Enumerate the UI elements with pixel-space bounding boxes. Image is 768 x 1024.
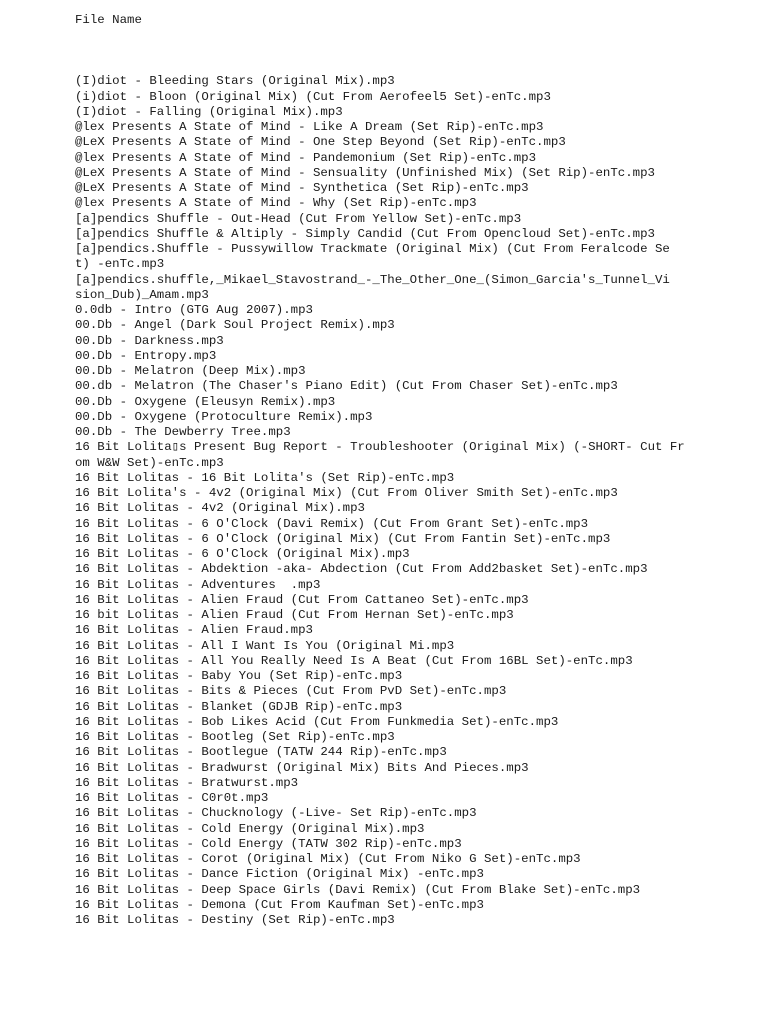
file-name-line: (I)diot - Falling (Original Mix).mp3 xyxy=(75,104,343,119)
file-name-line: t) -enTc.mp3 xyxy=(75,257,165,272)
file-name-line: 16 Bit Lolitas - 6 O'Clock (Original Mix).mp3 xyxy=(75,547,410,562)
file-name-line: 16 Bit Lolitas - Abdektion -aka- Abdection (Cut From Add2basket Set)-enTc.mp3 xyxy=(75,562,648,577)
file-name-line: 16 Bit Lolitas - 16 Bit Lolita's (Set Rip)-enTc.mp3 xyxy=(75,470,455,485)
file-name-line: 0.0db - Intro (GTG Aug 2007).mp3 xyxy=(75,303,313,318)
file-name-line: 16 Bit Lolitas - Bootlegue (TATW 244 Rip)-enTc.mp3 xyxy=(75,745,447,760)
file-name-line: 16 Bit Lolitas - Adventures .mp3 xyxy=(75,577,321,592)
file-name-line: 16 Bit Lolitas - Cold Energy (TATW 302 Rip)-enTc.mp3 xyxy=(75,836,462,851)
file-name-line: @LeX Presents A State of Mind - One Step Beyond (Set Rip)-enTc.mp3 xyxy=(75,135,566,150)
file-name-line: 16 Bit Lolitas - Bootleg (Set Rip)-enTc.mp3 xyxy=(75,730,395,745)
file-name-line: 16 Bit Lolitas - Demona (Cut From Kaufman Set)-enTc.mp3 xyxy=(75,897,484,912)
document-page xyxy=(75,13,695,928)
file-name-line: 00.db - Melatron (The Chaser's Piano Edit) (Cut From Chaser Set)-enTc.mp3 xyxy=(75,379,618,394)
file-name-line: 16 Bit Lolitas - C0r0t.mp3 xyxy=(75,791,269,806)
file-name-line: 16 Bit Lolitas - Baby You (Set Rip)-enTc.mp3 xyxy=(75,669,403,684)
file-name-line: (I)diot - Bleeding Stars (Original Mix).mp3 xyxy=(75,74,395,89)
file-name-line: @lex Presents A State of Mind - Like A Dream (Set Rip)-enTc.mp3 xyxy=(75,120,544,135)
file-name-line: 16 Bit Lolitas - Chucknology (-Live- Set Rip)-enTc.mp3 xyxy=(75,806,477,821)
file-name-line: [a]pendics.Shuffle - Pussywillow Trackmate (Original Mix) (Cut From Feralcode Se xyxy=(75,242,670,257)
file-name-line: 16 Bit Lolitas - Alien Fraud.mp3 xyxy=(75,623,313,638)
file-name-line: 16 Bit Lolitas - Corot (Original Mix) (Cut From Niko G Set)-enTc.mp3 xyxy=(75,852,581,867)
file-name-line: 16 Bit Lolitas - Bradwurst (Original Mix) Bits And Pieces.mp3 xyxy=(75,760,529,775)
file-name-line: 16 Bit Lolitas - Cold Energy (Original Mix).mp3 xyxy=(75,821,425,836)
file-name-line: om W&W Set)-enTc.mp3 xyxy=(75,455,224,470)
file-name-line: 16 Bit Lolitas - Bratwurst.mp3 xyxy=(75,775,299,790)
file-name-line: @lex Presents A State of Mind - Pandemonium (Set Rip)-enTc.mp3 xyxy=(75,150,537,165)
file-name-line: 16 bit Lolitas - Alien Fraud (Cut From Hernan Set)-enTc.mp3 xyxy=(75,608,514,623)
file-name-line: 00.Db - Oxygene (Eleusyn Remix).mp3 xyxy=(75,394,336,409)
file-name-line: 16 Bit Lolitas - Blanket (GDJB Rip)-enTc.mp3 xyxy=(75,699,403,714)
file-name-line: 00.Db - Entropy.mp3 xyxy=(75,348,217,363)
file-name-line: 00.Db - The Dewberry Tree.mp3 xyxy=(75,425,291,440)
file-name-line: 16 Bit Lolitas - Destiny (Set Rip)-enTc.mp3 xyxy=(75,913,395,928)
file-name-line: 16 Bit Lolitas - Dance Fiction (Original Mix) -enTc.mp3 xyxy=(75,867,484,882)
file-name-line: @LeX Presents A State of Mind - Sensuality (Unfinished Mix) (Set Rip)-enTc.mp3 xyxy=(75,165,655,180)
file-name-line: 16 Bit Lolitas - 6 O'Clock (Original Mix) (Cut From Fantin Set)-enTc.mp3 xyxy=(75,531,611,546)
file-name-line: [a]pendics Shuffle & Altiply - Simply Candid (Cut From Opencloud Set)-enTc.mp3 xyxy=(75,226,655,241)
file-name-line: 00.Db - Angel (Dark Soul Project Remix).mp3 xyxy=(75,318,395,333)
file-name-line: 16 Bit Lolitas - 6 O'Clock (Davi Remix) (Cut From Grant Set)-enTc.mp3 xyxy=(75,516,589,531)
file-name-line: 16 Bit Lolita's - 4v2 (Original Mix) (Cut From Oliver Smith Set)-enTc.mp3 xyxy=(75,486,618,501)
file-name-line: @lex Presents A State of Mind - Why (Set Rip)-enTc.mp3 xyxy=(75,196,477,211)
file-name-line: (i)diot - Bloon (Original Mix) (Cut From Aerofeel5 Set)-enTc.mp3 xyxy=(75,89,551,104)
file-name-line: 16 Bit Lolitas - Bits & Pieces (Cut From PvD Set)-enTc.mp3 xyxy=(75,684,507,699)
file-name-line: 16 Bit Lolitas - All You Really Need Is A Beat (Cut From 16BL Set)-enTc.mp3 xyxy=(75,653,633,668)
file-name-line: 16 Bit Lolitas - All I Want Is You (Original Mi.mp3 xyxy=(75,638,455,653)
file-name-line: [a]pendics Shuffle - Out-Head (Cut From Yellow Set)-enTc.mp3 xyxy=(75,211,522,226)
file-name-list xyxy=(75,74,695,928)
file-name-line: sion_Dub)_Amam.mp3 xyxy=(75,287,209,302)
column-header-file-name: File Name xyxy=(75,13,142,27)
file-name-line: 00.Db - Oxygene (Protoculture Remix).mp3 xyxy=(75,409,373,424)
file-name-line: 16 Bit Lolitas - Alien Fraud (Cut From Cattaneo Set)-enTc.mp3 xyxy=(75,592,529,607)
file-name-line: 00.Db - Melatron (Deep Mix).mp3 xyxy=(75,364,306,379)
file-name-line: 16 Bit Lolitas - 4v2 (Original Mix).mp3 xyxy=(75,501,365,516)
file-name-line: 16 Bit Lolitas - Deep Space Girls (Davi Remix) (Cut From Blake Set)-enTc.mp3 xyxy=(75,882,641,897)
file-name-line: 16 Bit Lolitas - Bob Likes Acid (Cut From Funkmedia Set)-enTc.mp3 xyxy=(75,714,559,729)
file-name-line: 16 Bit Lolita▯s Present Bug Report - Troubleshooter (Original Mix) (-SHORT- Cut Fr xyxy=(75,440,685,455)
file-name-line: 00.Db - Darkness.mp3 xyxy=(75,333,224,348)
file-name-line: @LeX Presents A State of Mind - Synthetica (Set Rip)-enTc.mp3 xyxy=(75,181,529,196)
file-name-line: [a]pendics.shuffle,_Mikael_Stavostrand_-_The_Other_One_(Simon_Garcia's_Tunnel_Vi xyxy=(75,272,670,287)
